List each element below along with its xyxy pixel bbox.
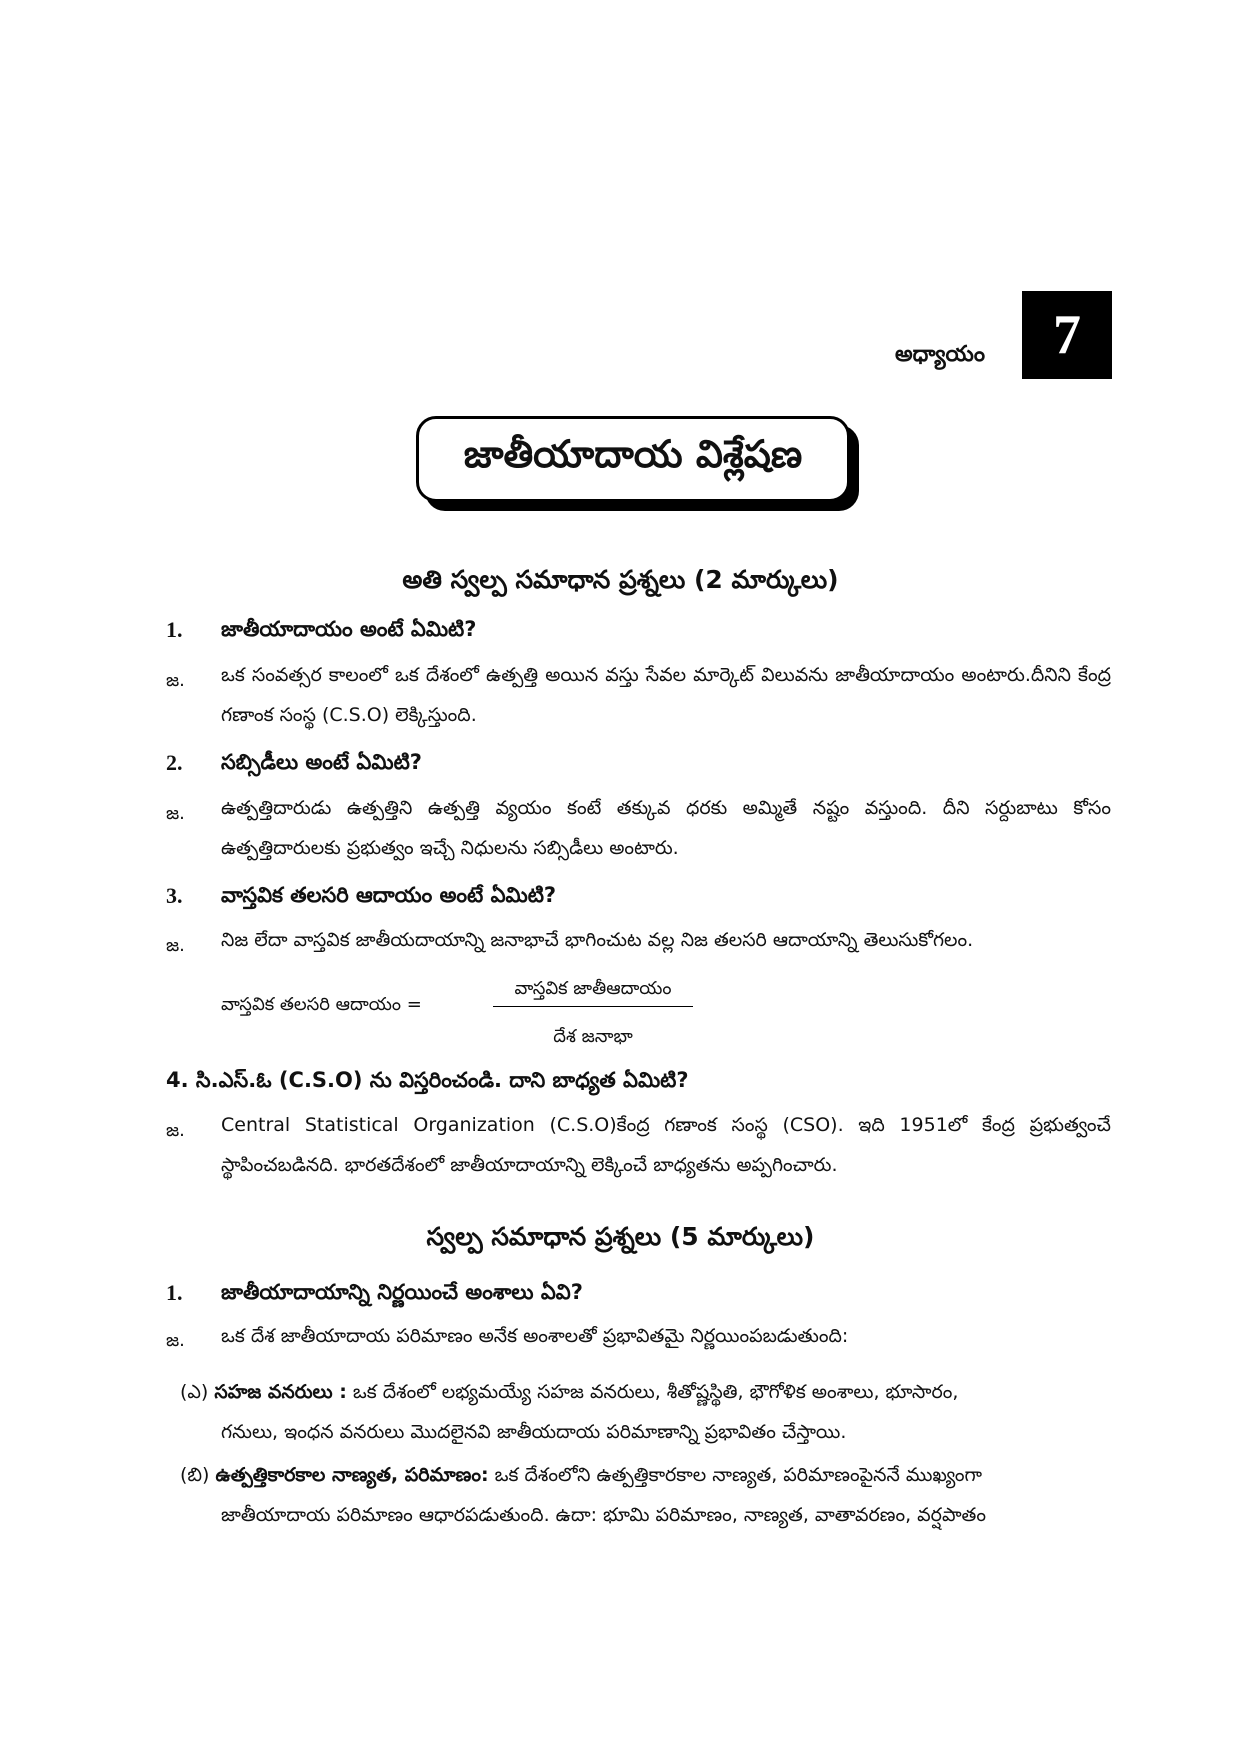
section-heading-2-marks: అతి స్వల్ప సమాధాన ప్రశ్నలు (2 మార్కులు) (402, 565, 839, 594)
list-item (180, 1372, 1111, 1412)
item-text: ఒక దేశంలోని ఉత్పత్తికారకాల నాణ్యత, పరిమాణంపైననే ముఖ్యంగా (494, 1464, 983, 1486)
formula-denominator: దేశ జనాభా (553, 1026, 633, 1047)
question-number: 1. (166, 1280, 183, 1305)
formula-fraction-bar (493, 1006, 693, 1007)
item-marker: (బి) (180, 1464, 210, 1486)
item-heading: ఉత్పత్తికారకాల నాణ్యత, పరిమాణం: (215, 1464, 489, 1486)
item-heading: సహజ వనరులు : (214, 1381, 347, 1403)
item-text-continued: గనులు, ఇంధన వనరులు మొదలైనవి జాతీయదాయ పరిమాణాన్ని ప్రభావితం చేస్తాయి. (221, 1421, 847, 1443)
answer-text: Central Statistical Organization (C.S.O)కేంద్ర గణాంక సంస్థ (CSO). ఇది 1951లో కేంద్ర ప్రభుత్వంచే స్థాపించబడినది. భారతదేశంలో జాతీయాదాయాన్ని లెక్కించే బాధ్యతను అప్పగించారు. (221, 1114, 1111, 1176)
question-text: జాతీయాదాయం అంటే ఏమిటి? (221, 617, 477, 641)
question-text: సబ్సిడీలు అంటే ఏమిటి? (221, 750, 422, 774)
answer-label: జ. (166, 1120, 185, 1141)
answer-text: నిజ లేదా వాస్తవిక జాతీయదాయాన్ని జనాభాచే భాగించుట వల్ల నిజ తలసరి ఆదాయాన్ని తెలుసుకోగలం. (221, 929, 974, 951)
section-heading-5-marks: స్వల్ప సమాధాన ప్రశ్నలు (5 మార్కులు) (426, 1222, 815, 1251)
answer-text: ఉత్పత్తిదారుడు ఉత్పత్తిని ఉత్పత్తి వ్యయం కంటే తక్కువ ధరకు అమ్మితే నష్టం వస్తుంది. దీని సర్దుబాటు కోసం ఉత్పత్తిదారులకు ప్రభుత్వం ఇచ్చే నిధులను సబ్సిడీలు అంటారు. (221, 797, 1111, 859)
answer-label: జ. (166, 1330, 185, 1351)
question-number: 3. (166, 883, 183, 908)
answer-text: ఒక దేశ జాతీయాదాయ పరిమాణం అనేక అంశాలతో ప్రభావితమై నిర్ణయింపబడుతుంది: (221, 1325, 849, 1347)
question-number: 1. (166, 617, 183, 642)
question-text: జాతీయాదాయాన్ని నిర్ణయించే అంశాలు ఏవి? (221, 1280, 583, 1304)
chapter-number: 7 (1022, 291, 1112, 379)
item-text: ఒక దేశంలో లభ్యమయ్యే సహజ వనరులు, శీతోష్ణస్థితి, భౌగోళిక అంశాలు, భూసారం, (352, 1381, 959, 1403)
question-text: వాస్తవిక తలసరి ఆదాయం అంటే ఏమిటి? (221, 883, 557, 907)
chapter-title: జాతీయాదాయ విశ్లేషణ (416, 416, 850, 502)
formula-left: వాస్తవిక తలసరి ఆదాయం = (221, 994, 422, 1015)
item-marker: (ఎ) (180, 1381, 209, 1403)
answer-label: జ. (166, 803, 185, 824)
list-item (180, 1455, 1111, 1495)
answer-text: ఒక సంవత్సర కాలంలో ఒక దేశంలో ఉత్పత్తి అయిన వస్తు సేవల మార్కెట్ విలువను జాతీయాదాయం అంటారు.దీనిని కేంద్ర గణాంక సంస్థ (C.S.O) లెక్కిస్తుంది. (221, 664, 1111, 726)
item-text-continued: జాతీయాదాయ పరిమాణం ఆధారపడుతుంది. ఉదా: భూమి పరిమాణం, నాణ్యత, వాతావరణం, వర్షపాతం (221, 1504, 986, 1526)
question-text: 4. సి.ఎస్.ఓ (C.S.O) ను విస్తరించండి. దాని బాధ్యత ఏమిటి? (166, 1068, 689, 1092)
answer-label: జ. (166, 935, 185, 956)
answer-label: జ. (166, 670, 185, 691)
formula-numerator: వాస్తవిక జాతీఆదాయం (514, 978, 672, 999)
question-number: 2. (166, 750, 183, 775)
chapter-label: అధ్యాయం (895, 342, 986, 367)
